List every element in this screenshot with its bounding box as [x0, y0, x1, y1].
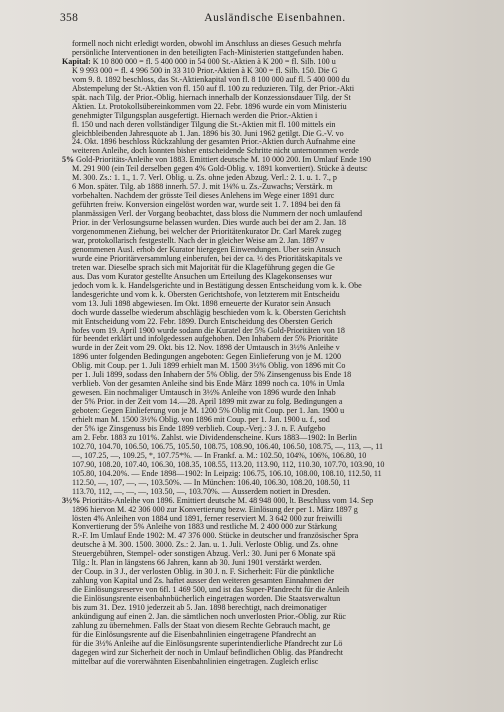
line-text: der 5% ige Zinsgenuss bis Ende 1899 verblieb. Coup.-Verj.: 3 J. n. F. Aufgebo: [72, 424, 326, 433]
text-line: [62, 604, 492, 613]
text-line: [62, 613, 492, 622]
line-text: planmässigen Verl. der Vorgang beobachtet, dass bloss die Nummern der noch umlaufend: [72, 210, 363, 219]
text-line: [62, 309, 492, 318]
line-text: jedoch vom k. k. Handelsgerichte und in Bestätigung dessen Entscheidung vom k. k. Obe: [72, 281, 362, 290]
section-label: 3½%: [62, 496, 81, 505]
text-line: [62, 174, 492, 183]
line-text: K 10 800 000 = fl. 5 400 000 in 54 000 St.-Aktien à K 200 = fl. Silb. 100 u: [90, 57, 336, 66]
line-text: 24. Okt. 1896 beschloss Rückzahlung der gesamten Prior.-Aktien durch Aufnahme eine: [72, 138, 356, 147]
text-line: [62, 380, 492, 389]
line-text: für die 3½% Anleihe auf die Einlösungsrente superintendierliche Pfandrecht zur Lö: [72, 639, 343, 648]
line-text: vom 13. Juli 1898 abgewiesen. Im Okt. 1898 erneuerte der Kurator sein Ansuch: [72, 299, 331, 308]
line-text: per 1. Juli 1899, sodass den Inhabern der 5% Oblig. der 5% Zinsengenuss bis Ende 18: [72, 371, 352, 380]
line-text: Konvertierung der 5% Anleihe von 1883 und restliche M. 2 400 000 zur Stärkung: [72, 523, 337, 532]
page-body: [62, 40, 492, 667]
line-text: lösten 4% Anleihen von 1884 und 1891, ferner reserviert M. 3 642 000 zur freiwilli: [72, 514, 343, 523]
line-text: 105.80, 104.20%. — Ende 1898—1902: In Leipzig: 106.75, 106.10, 108.00, 108.10, 112.50, 11: [72, 469, 382, 478]
line-text: für beendet erklärt und infolgedessen aufgehoben. Den Inhabern der 5% Prioritäte: [72, 335, 338, 344]
line-text: deutsche à M. 300. 1500. 3000. Zs.: 2. Jan. u. 1. Juli. Verloste Oblig. und Zs. ohne: [72, 541, 339, 550]
line-text: —, 107.25, —, 109.25, *, 107.75*%. — In Frankf. a. M.: 102.50, 104%, 106%, 106.80, 10: [72, 451, 367, 460]
line-text: mittelbar auf die vorerwähnten Eisenbahnlinien eingetragen. Zugleich erlisc: [72, 657, 319, 666]
line-text: zahlung von Kapital und Zs. haftet ausser den weiteren gesamten Einnahmen der: [72, 577, 335, 586]
line-text: Prioritäts-Anleihe von 1896. Emittiert deutsche M. 48 948 000, lt. Beschluss vom 14. Sep: [80, 496, 374, 505]
text-line: [62, 407, 492, 416]
line-text: 107.90, 108.20, 107.40, 106.30, 108.35, 108.55, 113.20, 113.90, 112, 110.30, 107.70, 103.90, 10: [72, 460, 385, 469]
line-text: bis zum 31. Dez. 1910 jederzeit ab 5. Jan. 1898 berechtigt, nach dreimonatiger: [72, 604, 327, 613]
line-text: 6 Mon. später. Tilg. ab 1888 innerh. 57. J. mit 1⅛% u. Zs.-Zuwachs; Verstärk. m: [72, 183, 333, 192]
line-text: dagegen wird zur Sicherheit der noch in Umlauf befindlichen Oblig. das Pfandrecht: [72, 648, 344, 657]
text-line: [62, 344, 492, 353]
text-line: [62, 282, 492, 291]
text-line: [62, 595, 492, 604]
line-text: formell noch nicht erledigt worden, obwohl im Anschluss an dieses Gesuch mehrfa: [72, 40, 342, 48]
text-line: [62, 631, 492, 640]
line-text: Steuergebühren, Stempel- oder sonstigen Abzug. Verl.: 30. Juni per 6 Monate spä: [72, 550, 336, 559]
text-line: [62, 443, 492, 452]
line-text: 102.70, 104.70, 106.50, 106.75, 105.50, 108.75, 108.90, 106.40, 106.50, 108.75, —, 113, —, 11: [72, 442, 384, 451]
line-text: doch wurde dasselbe wiederum abschlägig beschieden vom k. k. Obersten Gerichtsh: [72, 308, 346, 317]
line-text: vorgenommenen Ziehung, bei welcher der Prioritätenkurator Dr. Carl Marek zugeg: [72, 228, 342, 237]
text-line: [62, 586, 492, 595]
text-line: [62, 147, 492, 156]
text-line: [62, 76, 492, 85]
line-text: Prior. in der Verlosungsurne belassen wurden. Dies wurde auch bei der am 2. Jan. 18: [72, 219, 347, 228]
line-text: 1896 unter folgenden Bedingungen angeboten: Gegen Einlieferung von je M. 1200: [72, 353, 342, 362]
text-line: [62, 335, 492, 344]
text-line: [62, 532, 492, 541]
line-text: gleichbleibenden Jahresquote ab 1. Jan. 1896 bis 30. Juni 1962 getilgt. Die G.-V. vo: [72, 129, 344, 138]
line-text: wurde eine Prioritärversammlung einberufen, bei der ca. ⅓ des Prioritätskapitals ve: [72, 254, 343, 263]
text-line: [62, 470, 492, 479]
text-line: [62, 550, 492, 559]
line-text: treten war. Dieselbe sprach sich mit Majorität für die Klageführung gegen die Ge: [72, 263, 335, 272]
line-text: 113.70, 112, —, —, —, 103.50, —, 103.70%. — Ausserdem notiert in Dresden.: [72, 487, 331, 496]
line-text: hofes vom 19. April 1900 wurde sodann die Kuratel der 5% Gold-Prioritäten von 18: [72, 326, 345, 335]
line-text: Oblig. mit Coup. per 1. Juli 1899 erhielt man M. 1500 3½% Oblig. von 1896 mit Co: [72, 362, 346, 371]
text-line: [62, 640, 492, 649]
text-line: [62, 201, 492, 210]
text-line: [62, 246, 492, 255]
line-text: mit Entscheidung vom 22. Febr. 1899. Durch Entscheidung des Obersten Gerich: [72, 317, 333, 326]
text-line: [62, 192, 492, 201]
text-line: [62, 49, 492, 58]
line-text: der Coup. in 3 J., der verlosten Oblig. in 30 J. n. F. Sicherheit: Für die pünktliche: [72, 568, 335, 577]
line-text: genehmigter Tilgungsplan ausgefertigt. Hiernach werden die Prior.-Aktien i: [72, 111, 318, 120]
text-line: [62, 228, 492, 237]
text-line: [62, 264, 492, 273]
text-line: [62, 103, 492, 112]
line-text: vorbehalten. Nachdem der grösste Teil dieses Anlehens im Wege einer 1891 durc: [72, 192, 335, 201]
text-line: [62, 559, 492, 568]
text-line: [62, 237, 492, 246]
text-line: [62, 515, 492, 524]
text-line: [62, 130, 492, 139]
line-text: geboten: Gegen Einlieferung von je M. 1200 5% Oblig mit Coup. per 1. Jan. 1900 u: [72, 407, 345, 416]
text-line: [62, 452, 492, 461]
line-text: weiteren Anleihe, doch konnten bisher entscheidende Schritte nicht unternommen werde: [72, 147, 359, 156]
text-line: [62, 94, 492, 103]
line-text: erhielt man M. 1500 3½% Oblig. von 1896 mit Coup. per 1. Jan. 1900 u. f., sod: [72, 416, 330, 425]
text-line: [62, 541, 492, 550]
line-text: für die Einlösungsrente auf die Eisenbahnlinien eingetragene Pfandrecht an: [72, 630, 317, 639]
text-line: [62, 389, 492, 398]
text-line: [62, 568, 492, 577]
line-text: K 9 993 000 = fl. 4 996 500 in 33 310 Prior.-Aktien à K 300 = fl. Silb. 150. Die G: [72, 66, 338, 75]
line-text: der 5% Prior. in der Zeit vom 14.—28. April 1899 mit zwar zu folg. Bedingungen a: [72, 398, 343, 407]
text-line: [62, 658, 492, 667]
line-text: war, protokollarisch festgestellt. Nach der in gleicher Weise am 2. Jan. 1897 v: [72, 236, 325, 245]
line-text: zahlung zu übernehmen. Falls der Staat von diesem Rechte Gebrauch macht, ge: [72, 621, 331, 630]
text-line: [62, 219, 492, 228]
section-label: Kapital:: [62, 57, 91, 66]
page-header: [60, 12, 490, 28]
text-line: [62, 362, 492, 371]
text-line: [62, 85, 492, 94]
line-text: ankündigung auf einen 2. Jan. die sämtlichen noch unverlosten Prior.-Oblig. zur Rüc: [72, 613, 347, 621]
line-text: M. 300. Zs.: 1. 1., 1. 7. Verl. Oblig. u. Zs. ohne jeden Abzug. Verl.: 2. 1. u. 1. 7., p: [72, 174, 337, 183]
section-label: 5%: [62, 156, 75, 165]
line-text: geführten freiw. Konversion eingelöst worden war, wurde seit 1. 7. 1894 bei den fä: [72, 201, 341, 210]
text-line: [62, 183, 492, 192]
line-text: die Einlösungsrente eisenbahnbücherlich eingetragen worden. Die Staatsverwaltun: [72, 595, 341, 604]
line-text: fl. 150 und nach deren vollständiger Tilgung die St.-Aktien mit fl. 100 mittels ein: [72, 120, 336, 129]
line-text: die Einlösungsreserve von 6fl. 1 469 500, und ist das Super-Pfandrecht für die Anleih: [72, 586, 349, 595]
text-line: [62, 398, 492, 407]
text-line: [62, 300, 492, 309]
line-text: vom 9. 8. 1892 beschloss, das St.-Aktienkapital von fl. 8 100 000 auf fl. 5 400 000 du: [72, 75, 350, 84]
text-line: [62, 577, 492, 586]
text-line: [62, 649, 492, 658]
line-text: Aktien. Lt. Protokollsübereinkommen vom 22. Febr. 1896 wurde ein vom Ministeriu: [72, 102, 347, 111]
text-line: [62, 273, 492, 282]
line-text: Gold-Prioritäts-Anleihe von 1883. Emittiert deutsche M. 10 000 200. Im Umlauf Ende 190: [74, 156, 371, 165]
line-text: gewesen. Ein nochmaliger Umtausch in 3½% Anleihe von 1896 wurde den Inhab: [72, 389, 336, 398]
text-line: [62, 461, 492, 470]
line-text: Abstempelung der St.-Aktien von fl. 150 auf fl. 100 zu reduzieren. Tilg. der Prior.-Akti: [72, 84, 355, 93]
text-line: [62, 327, 492, 336]
line-text: R.-F. Im Umlauf Ende 1902: M. 47 376 000. Stücke in deutscher und französischer Spra: [72, 532, 359, 541]
text-line: [62, 622, 492, 631]
line-text: am 2. Febr. 1883 zu 101%. Zahlst. wie Dividendenscheine. Kurs 1883—1902: In Berlin: [72, 433, 357, 442]
text-line: [62, 497, 492, 506]
text-line: [62, 488, 492, 497]
line-text: spät. nach Tilg. der Prior.-Oblig. hiernach innerhalb der Konzessionsdauer Tilg. der St: [72, 93, 351, 102]
text-line: [62, 112, 492, 121]
text-line: [62, 67, 492, 76]
text-line: [62, 58, 492, 67]
text-line: [62, 523, 492, 532]
text-line: [62, 210, 492, 219]
text-line: [62, 318, 492, 327]
line-text: Tilg.: lt. Plan in längstens 66 Jahren, kann ab 30. Juni 1901 verstärkt werden.: [72, 559, 322, 568]
line-text: landesgerichte und vom k. k. Obersten Gerichtshofe, von letzterem mit Entscheidu: [72, 290, 340, 299]
line-text: M. 291 900 (ein Teil derselben gegen 4% Gold-Oblig. v. 1891 konvertiert). Stücke à deutsc: [72, 165, 368, 174]
text-line: [62, 479, 492, 488]
text-line: [62, 165, 492, 174]
text-line: [62, 434, 492, 443]
line-text: wurde in der Zeit vom 29. Okt. bis 12. Nov. 1898 der Umtausch in 3½% Anleihe v: [72, 344, 340, 353]
text-line: [62, 425, 492, 434]
page-number: 358: [60, 12, 79, 24]
text-line: [62, 156, 492, 165]
text-line: [62, 291, 492, 300]
text-line: [62, 121, 492, 130]
line-text: 112.50, —, 107, —, —, 103.50%. — In München: 106.40, 106.30, 108.20, 108.50, 11: [72, 478, 351, 487]
text-line: [62, 371, 492, 380]
line-text: genommenen Ausl. erhob der Kurator hiergegen Einwendungen. Über sein Ansuch: [72, 245, 341, 254]
text-line: [62, 416, 492, 425]
text-line: [62, 40, 492, 49]
line-text: verblieb. Von der gesamten Anleihe sind bis Ende März 1899 noch ca. 10% in Umla: [72, 380, 345, 389]
line-text: 1896 hiervon M. 42 306 000 zur Konvertierung bezw. Einlösung der per 1. März 1897 g: [72, 505, 358, 514]
text-line: [62, 255, 492, 264]
text-line: [62, 506, 492, 515]
running-title: Ausländische Eisenbahnen.: [204, 12, 346, 24]
line-text: aus. Das vom Kurator gestellte Ansuchen um Erteilung des Klagekonsenses wur: [72, 272, 333, 281]
line-text: persönliche Interventionen in den beteiligten Fach-Ministerien stattgefunden haben.: [72, 48, 344, 57]
text-line: [62, 353, 492, 362]
text-line: [62, 138, 492, 147]
